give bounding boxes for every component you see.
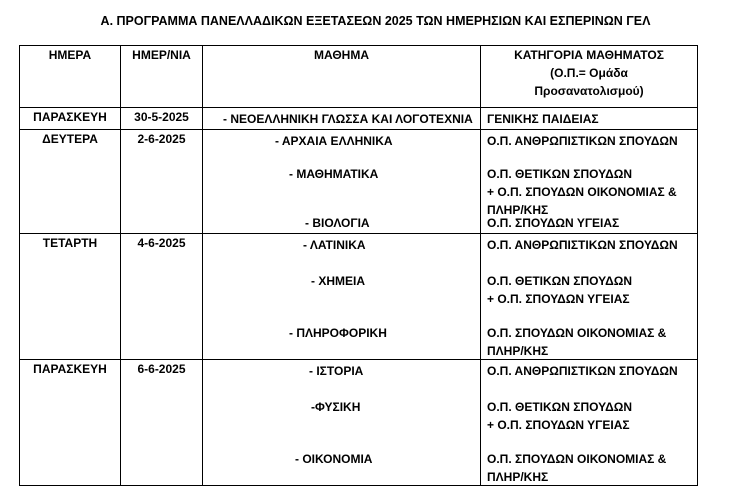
subject-category — [487, 132, 678, 150]
category-line: Ο.Π. ΣΠΟΥΔΩΝ ΥΓΕΙΑΣ — [487, 216, 620, 230]
exam-date: 6-6-2025 — [121, 360, 203, 486]
category-line: ΠΛΗΡ/ΚΗΣ — [487, 470, 549, 484]
category-line: ΠΛΗΡ/ΚΗΣ — [487, 203, 549, 217]
subject-name: - ΑΡΧΑΙΑ ΕΛΛΗΝΙΚΑ — [275, 134, 393, 148]
subject-category — [487, 398, 632, 434]
subject-name: - ΟΙΚΟΝΟΜΙΑ — [295, 452, 373, 466]
header-date: ΗΜΕΡ/ΝΙΑ — [121, 46, 203, 108]
category-line: Ο.Π. ΘΕΤΙΚΩΝ ΣΠΟΥΔΩΝ — [487, 400, 632, 414]
subject-category — [487, 362, 678, 380]
category-line: Ο.Π. ΑΝΘΡΩΠΙΣΤΙΚΩΝ ΣΠΟΥΔΩΝ — [487, 134, 678, 148]
exam-schedule-table — [19, 45, 698, 486]
exam-day: ΔΕΥΤΕΡΑ — [20, 130, 121, 234]
header-category-line: ΚΑΤΗΓΟΡΙΑ ΜΑΘΗΜΑΤΟΣ — [514, 48, 664, 62]
table-row — [20, 360, 698, 486]
exam-date: 30-5-2025 — [121, 108, 203, 130]
subject-name: - ΠΛΗΡΟΦΟΡΙΚΗ — [289, 326, 387, 340]
category-line: Ο.Π. ΘΕΤΙΚΩΝ ΣΠΟΥΔΩΝ — [487, 274, 632, 288]
exam-day: ΤΕΤΑΡΤΗ — [20, 234, 121, 360]
table-row — [20, 108, 698, 130]
category-line: Ο.Π. ΣΠΟΥΔΩΝ ΟΙΚΟΝΟΜΙΑΣ & — [487, 326, 667, 340]
category-line: + Ο.Π. ΣΠΟΥΔΩΝ ΥΓΕΙΑΣ — [487, 418, 630, 432]
category-line: ΓΕΝΙΚΗΣ ΠΑΙΔΕΙΑΣ — [487, 112, 599, 126]
document-title: Α. ΠΡΟΓΡΑΜΜΑ ΠΑΝΕΛΛΑΔΙΚΩΝ ΕΞΕΤΑΣΕΩΝ 2025 ΤΩΝ ΗΜΕΡΗΣΙΩΝ ΚΑΙ ΕΣΠΕΡΙΝΩΝ ΓΕΛ — [100, 14, 651, 28]
subject-category — [487, 272, 632, 308]
subject-cell — [203, 360, 481, 486]
category-line: Ο.Π. ΣΠΟΥΔΩΝ ΟΙΚΟΝΟΜΙΑΣ & — [487, 452, 667, 466]
category-line: Ο.Π. ΘΕΤΙΚΩΝ ΣΠΟΥΔΩΝ — [487, 167, 632, 181]
subject-cell — [203, 234, 481, 360]
header-day: ΗΜΕΡΑ — [20, 46, 121, 108]
exam-date: 2-6-2025 — [121, 130, 203, 234]
category-line: ΠΛΗΡ/ΚΗΣ — [487, 344, 549, 358]
subject-cell — [203, 108, 481, 130]
table-row — [20, 130, 698, 234]
subject-category — [487, 214, 619, 232]
exam-day: ΠΑΡΑΣΚΕΥΗ — [20, 108, 121, 130]
exam-date: 4-6-2025 — [121, 234, 203, 360]
subject-category — [487, 165, 677, 219]
category-line: Ο.Π. ΑΝΘΡΩΠΙΣΤΙΚΩΝ ΣΠΟΥΔΩΝ — [487, 238, 678, 252]
subject-name: -ΦΥΣΙΚΗ — [311, 400, 361, 414]
subject-category — [487, 324, 666, 360]
subject-cell — [203, 130, 481, 234]
subject-name: - ΒΙΟΛΟΓΙΑ — [305, 216, 370, 230]
category-cell — [481, 130, 698, 234]
header-subject: ΜΑΘΗΜΑ — [203, 46, 481, 108]
subject-category — [487, 236, 678, 254]
header-category — [481, 46, 698, 108]
subject-category — [487, 450, 666, 486]
table-row — [20, 234, 698, 360]
subject-name: - ΧΗΜΕΙΑ — [311, 274, 365, 288]
category-cell — [481, 360, 698, 486]
header-category-line: (Ο.Π.= Ομάδα — [550, 66, 628, 80]
table-header-row — [20, 46, 698, 108]
category-line: + Ο.Π. ΣΠΟΥΔΩΝ ΟΙΚΟΝΟΜΙΑΣ & — [487, 185, 677, 199]
subject-name: - ΙΣΤΟΡΙΑ — [309, 364, 364, 378]
subject-name: - ΝΕΟΕΛΛΗΝΙΚΗ ΓΛΩΣΣΑ ΚΑΙ ΛΟΓΟΤΕΧΝΙΑ — [223, 112, 473, 126]
category-cell — [481, 108, 698, 130]
category-cell — [481, 234, 698, 360]
exam-day: ΠΑΡΑΣΚΕΥΗ — [20, 360, 121, 486]
category-line: Ο.Π. ΑΝΘΡΩΠΙΣΤΙΚΩΝ ΣΠΟΥΔΩΝ — [487, 364, 678, 378]
category-line: + Ο.Π. ΣΠΟΥΔΩΝ ΥΓΕΙΑΣ — [487, 292, 630, 306]
subject-category — [487, 110, 599, 128]
header-category-line: Προσανατολισμού) — [534, 84, 644, 98]
subject-name: - ΛΑΤΙΝΙΚΑ — [303, 238, 366, 252]
subject-name: - ΜΑΘΗΜΑΤΙΚΑ — [289, 167, 379, 181]
